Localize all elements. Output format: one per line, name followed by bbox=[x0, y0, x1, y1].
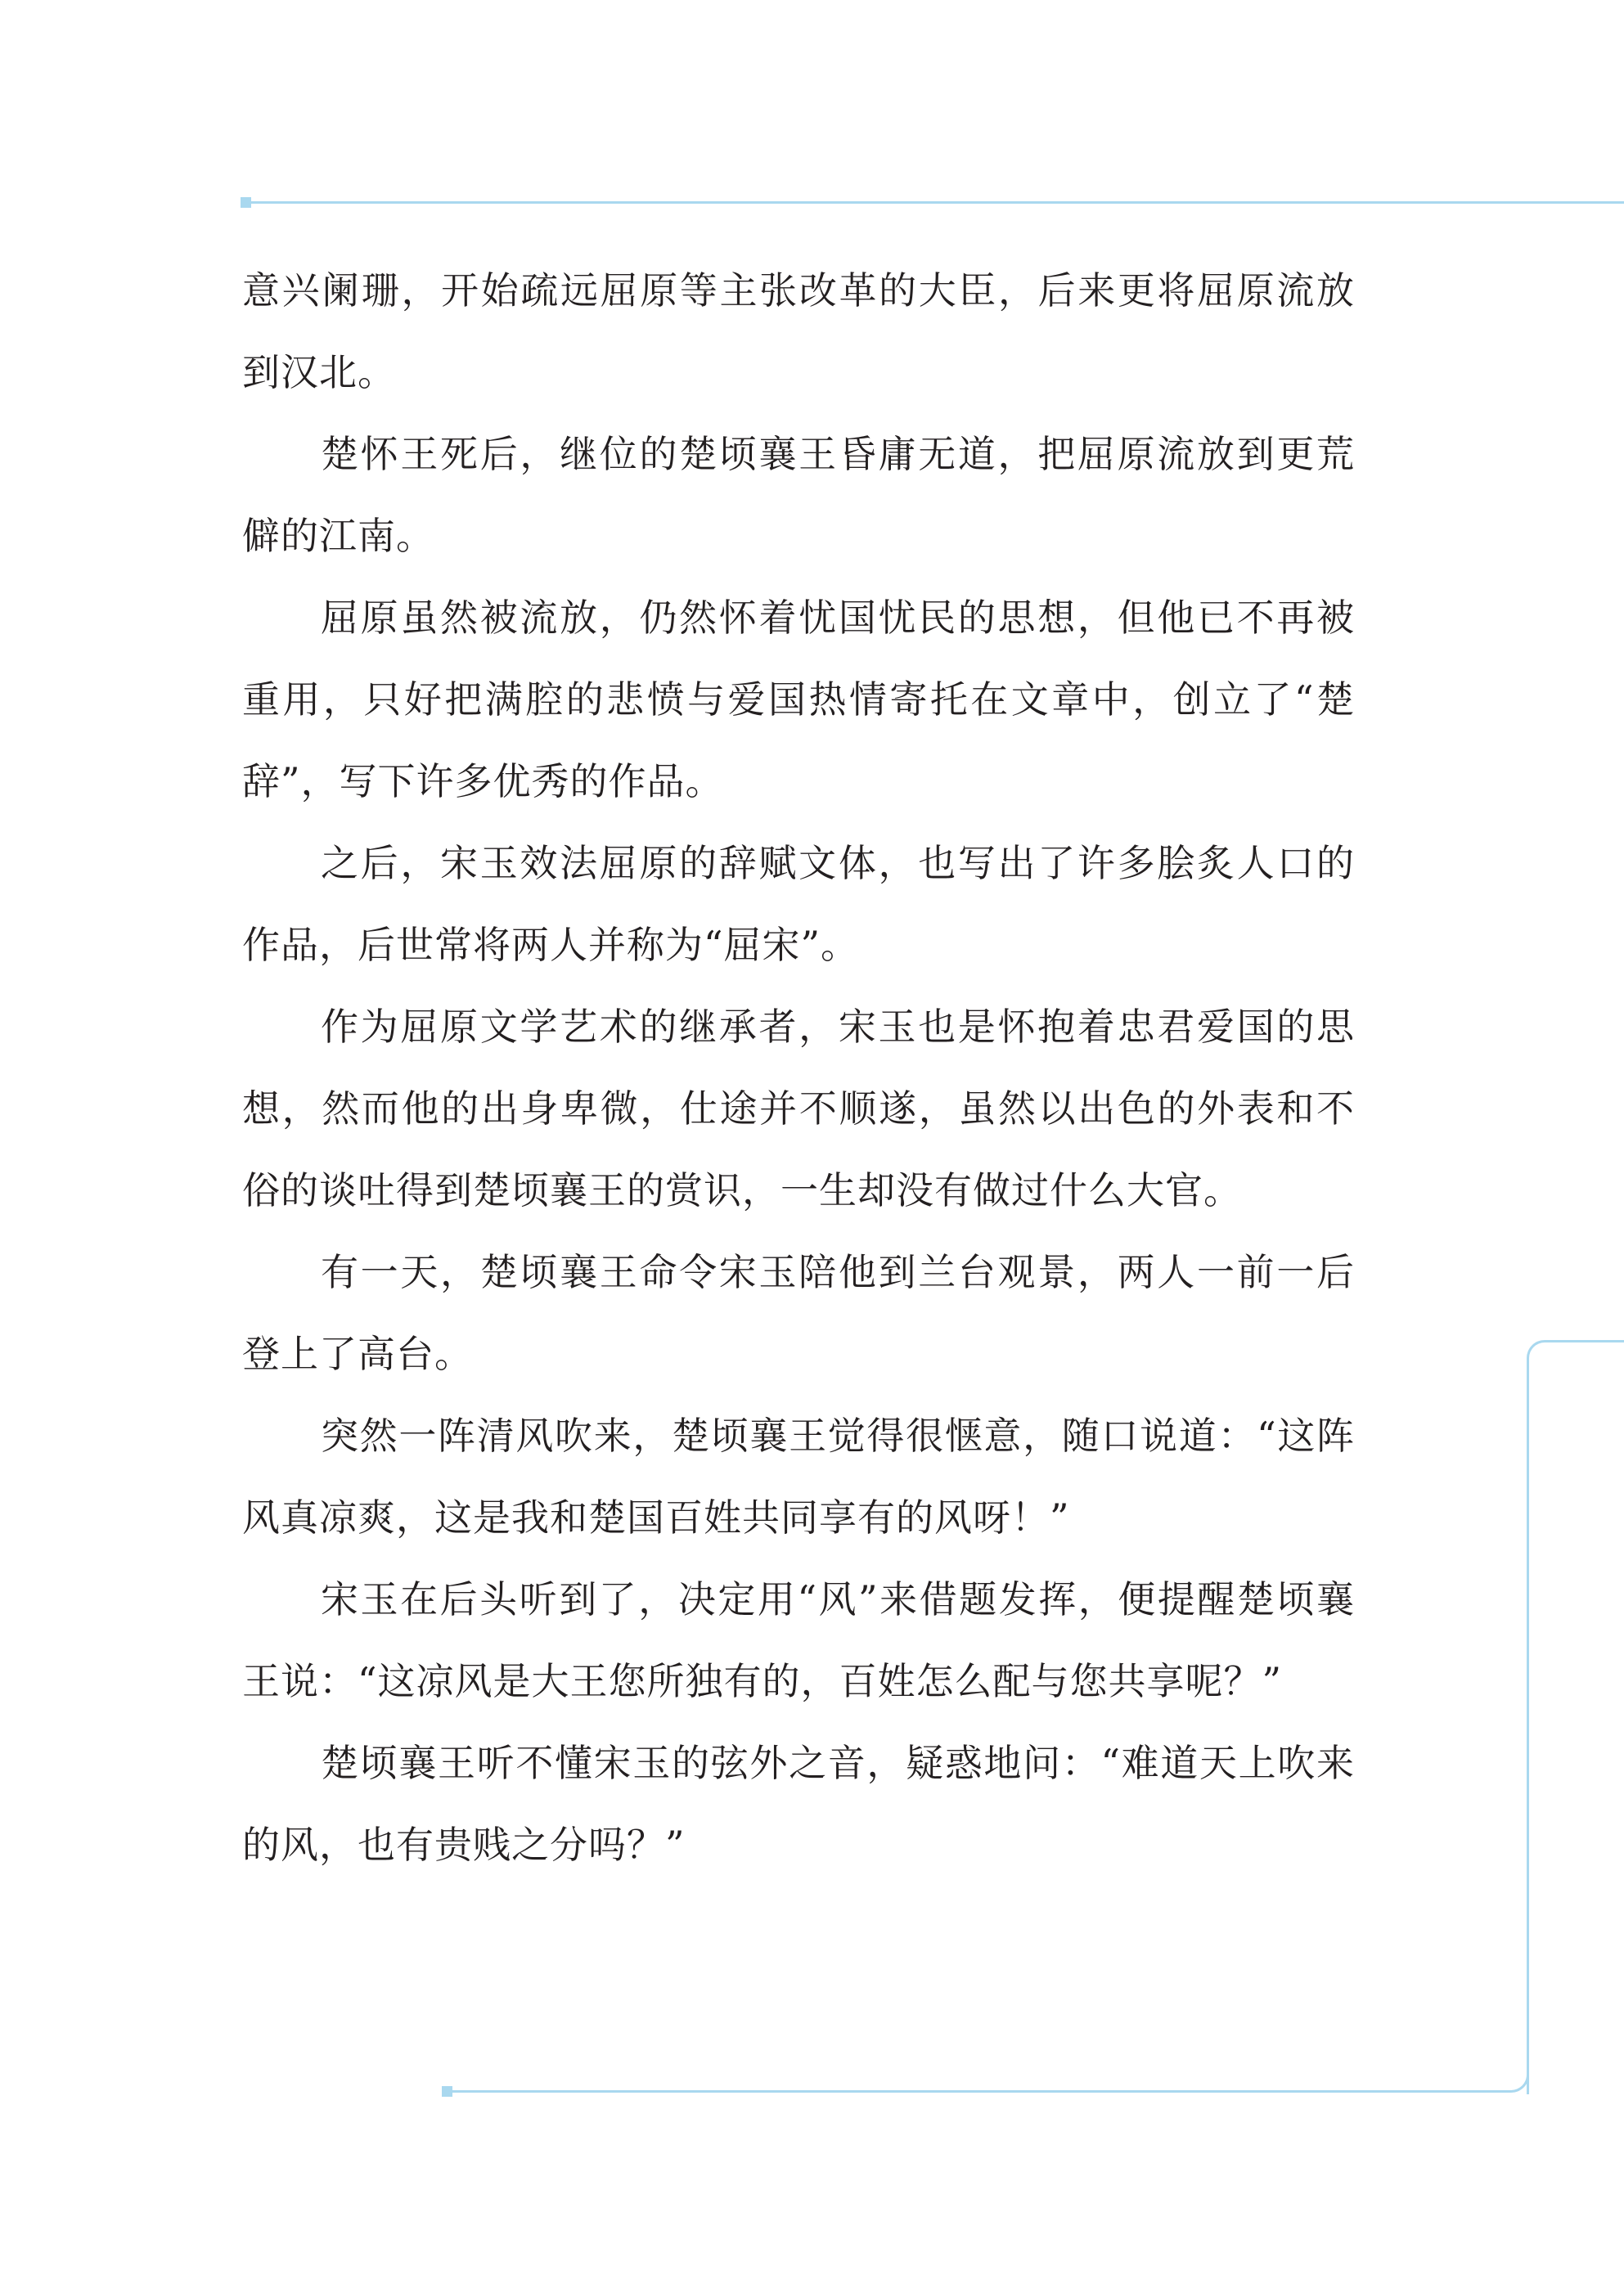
paragraph-continuation: 意兴阑珊，开始疏远屈原等主张改革的大臣，后来更将屈原流放到汉北。 bbox=[242, 268, 1355, 394]
paragraph-song-yu-reply: 宋玉在后头听到了，决定用“风”来借题发挥，便提醒楚顷襄王说：“这凉风是大王您所独有的，百姓怎么配与您共享呢？” bbox=[242, 1577, 1355, 1703]
paragraph-exile-jiangnan: 楚怀王死后，继位的楚顷襄王昏庸无道，把屈原流放到更荒僻的江南。 bbox=[242, 432, 1355, 558]
paragraph-qu-song: 之后，宋玉效法屈原的辞赋文体，也写出了许多脍炙人口的作品，后世常将两人并称为“屈宋”。 bbox=[242, 841, 1355, 967]
paragraph-lantai: 有一天，楚顷襄王命令宋玉陪他到兰台观景，两人一前一后登上了高台。 bbox=[242, 1250, 1355, 1376]
paragraph-chuci: 屈原虽然被流放，仍然怀着忧国忧民的思想，但他已不再被重用，只好把满腔的悲愤与爱国热情寄托在文章中，创立了“楚辞”，写下许多优秀的作品。 bbox=[242, 596, 1355, 803]
frame-bottom-line bbox=[447, 2090, 1510, 2093]
paragraph-breeze: 突然一阵清风吹来，楚顷襄王觉得很惬意，随口说道：“这阵风真凉爽，这是我和楚国百姓共同享有的风呀！” bbox=[242, 1414, 1355, 1540]
paragraph-king-question: 楚顷襄王听不懂宋玉的弦外之音，疑惑地问：“难道天上吹来的风，也有贵贱之分吗？” bbox=[242, 1741, 1355, 1867]
frame-top-line bbox=[244, 201, 1624, 204]
paragraph-song-yu-career: 作为屈原文学艺术的继承者，宋玉也是怀抱着忠君爱国的思想，然而他的出身卑微，仕途并不顺遂，虽然以出色的外表和不俗的谈吐得到楚顷襄王的赏识，一生却没有做过什么大官。 bbox=[242, 1005, 1355, 1212]
page-body-text bbox=[242, 250, 1355, 1886]
frame-right-border bbox=[1527, 1340, 1624, 2094]
frame-bottom-right-corner bbox=[1468, 2026, 1529, 2093]
